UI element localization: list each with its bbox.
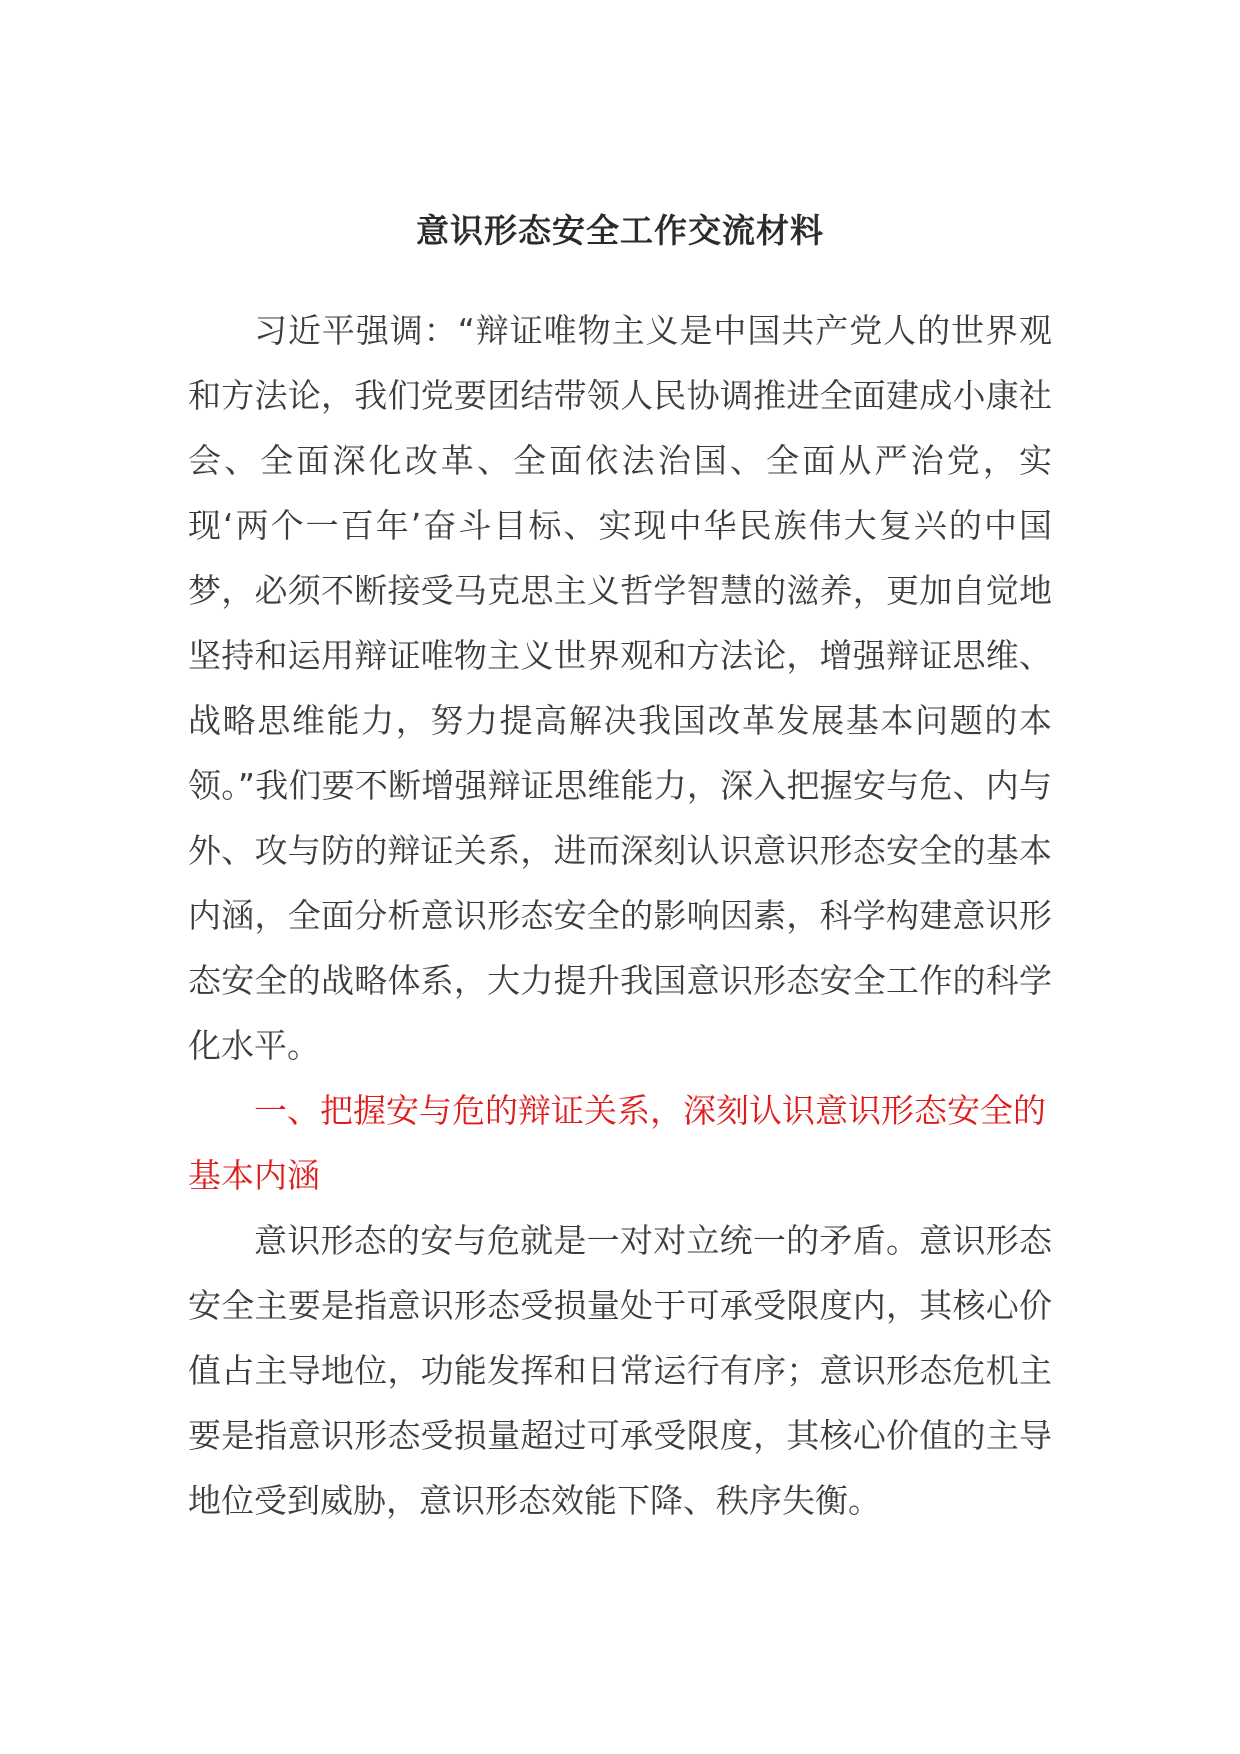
paragraph-section-1: 意识形态的安与危就是一对对立统一的矛盾。意识形态安全主要是指意识形态受损量处于可承受限度内，其核心价值占主导地位，功能发挥和日常运行有序；意识形态危机主要是指意识形态受损量超过可承受限度，其核心价值的主导地位受到威胁，意识形态效能下降、秩序失衡。 [188,1221,1052,1520]
section-heading-1: 一、把握安与危的辩证关系，深刻认识意识形态安全的基本内涵 [188,1091,1046,1195]
paragraph-intro: 习近平强调：“辩证唯物主义是中国共产党人的世界观和方法论，我们党要团结带领人民协调推进全面建成小康社会、全面深化改革、全面依法治国、全面从严治党，实现‘两个一百年’奋斗目标、实现中华民族伟大复兴的中国梦，必须不断接受马克思主义哲学智慧的滋养，更加自觉地坚持和运用辩证唯物主义世界观和方法论，增强辩证思维、战略思维能力，努力提高解决我国改革发展基本问题的本领。”我们要不断增强辩证思维能力，深入把握安与危、内与外、攻与防的辩证关系，进而深刻认识意识形态安全的基本内涵，全面分析意识形态安全的影响因素，科学构建意识形态安全的战略体系，大力提升我国意识形态安全工作的科学化水平。 [188,311,1052,1065]
document-title: 意识形态安全工作交流材料 [416,211,824,250]
